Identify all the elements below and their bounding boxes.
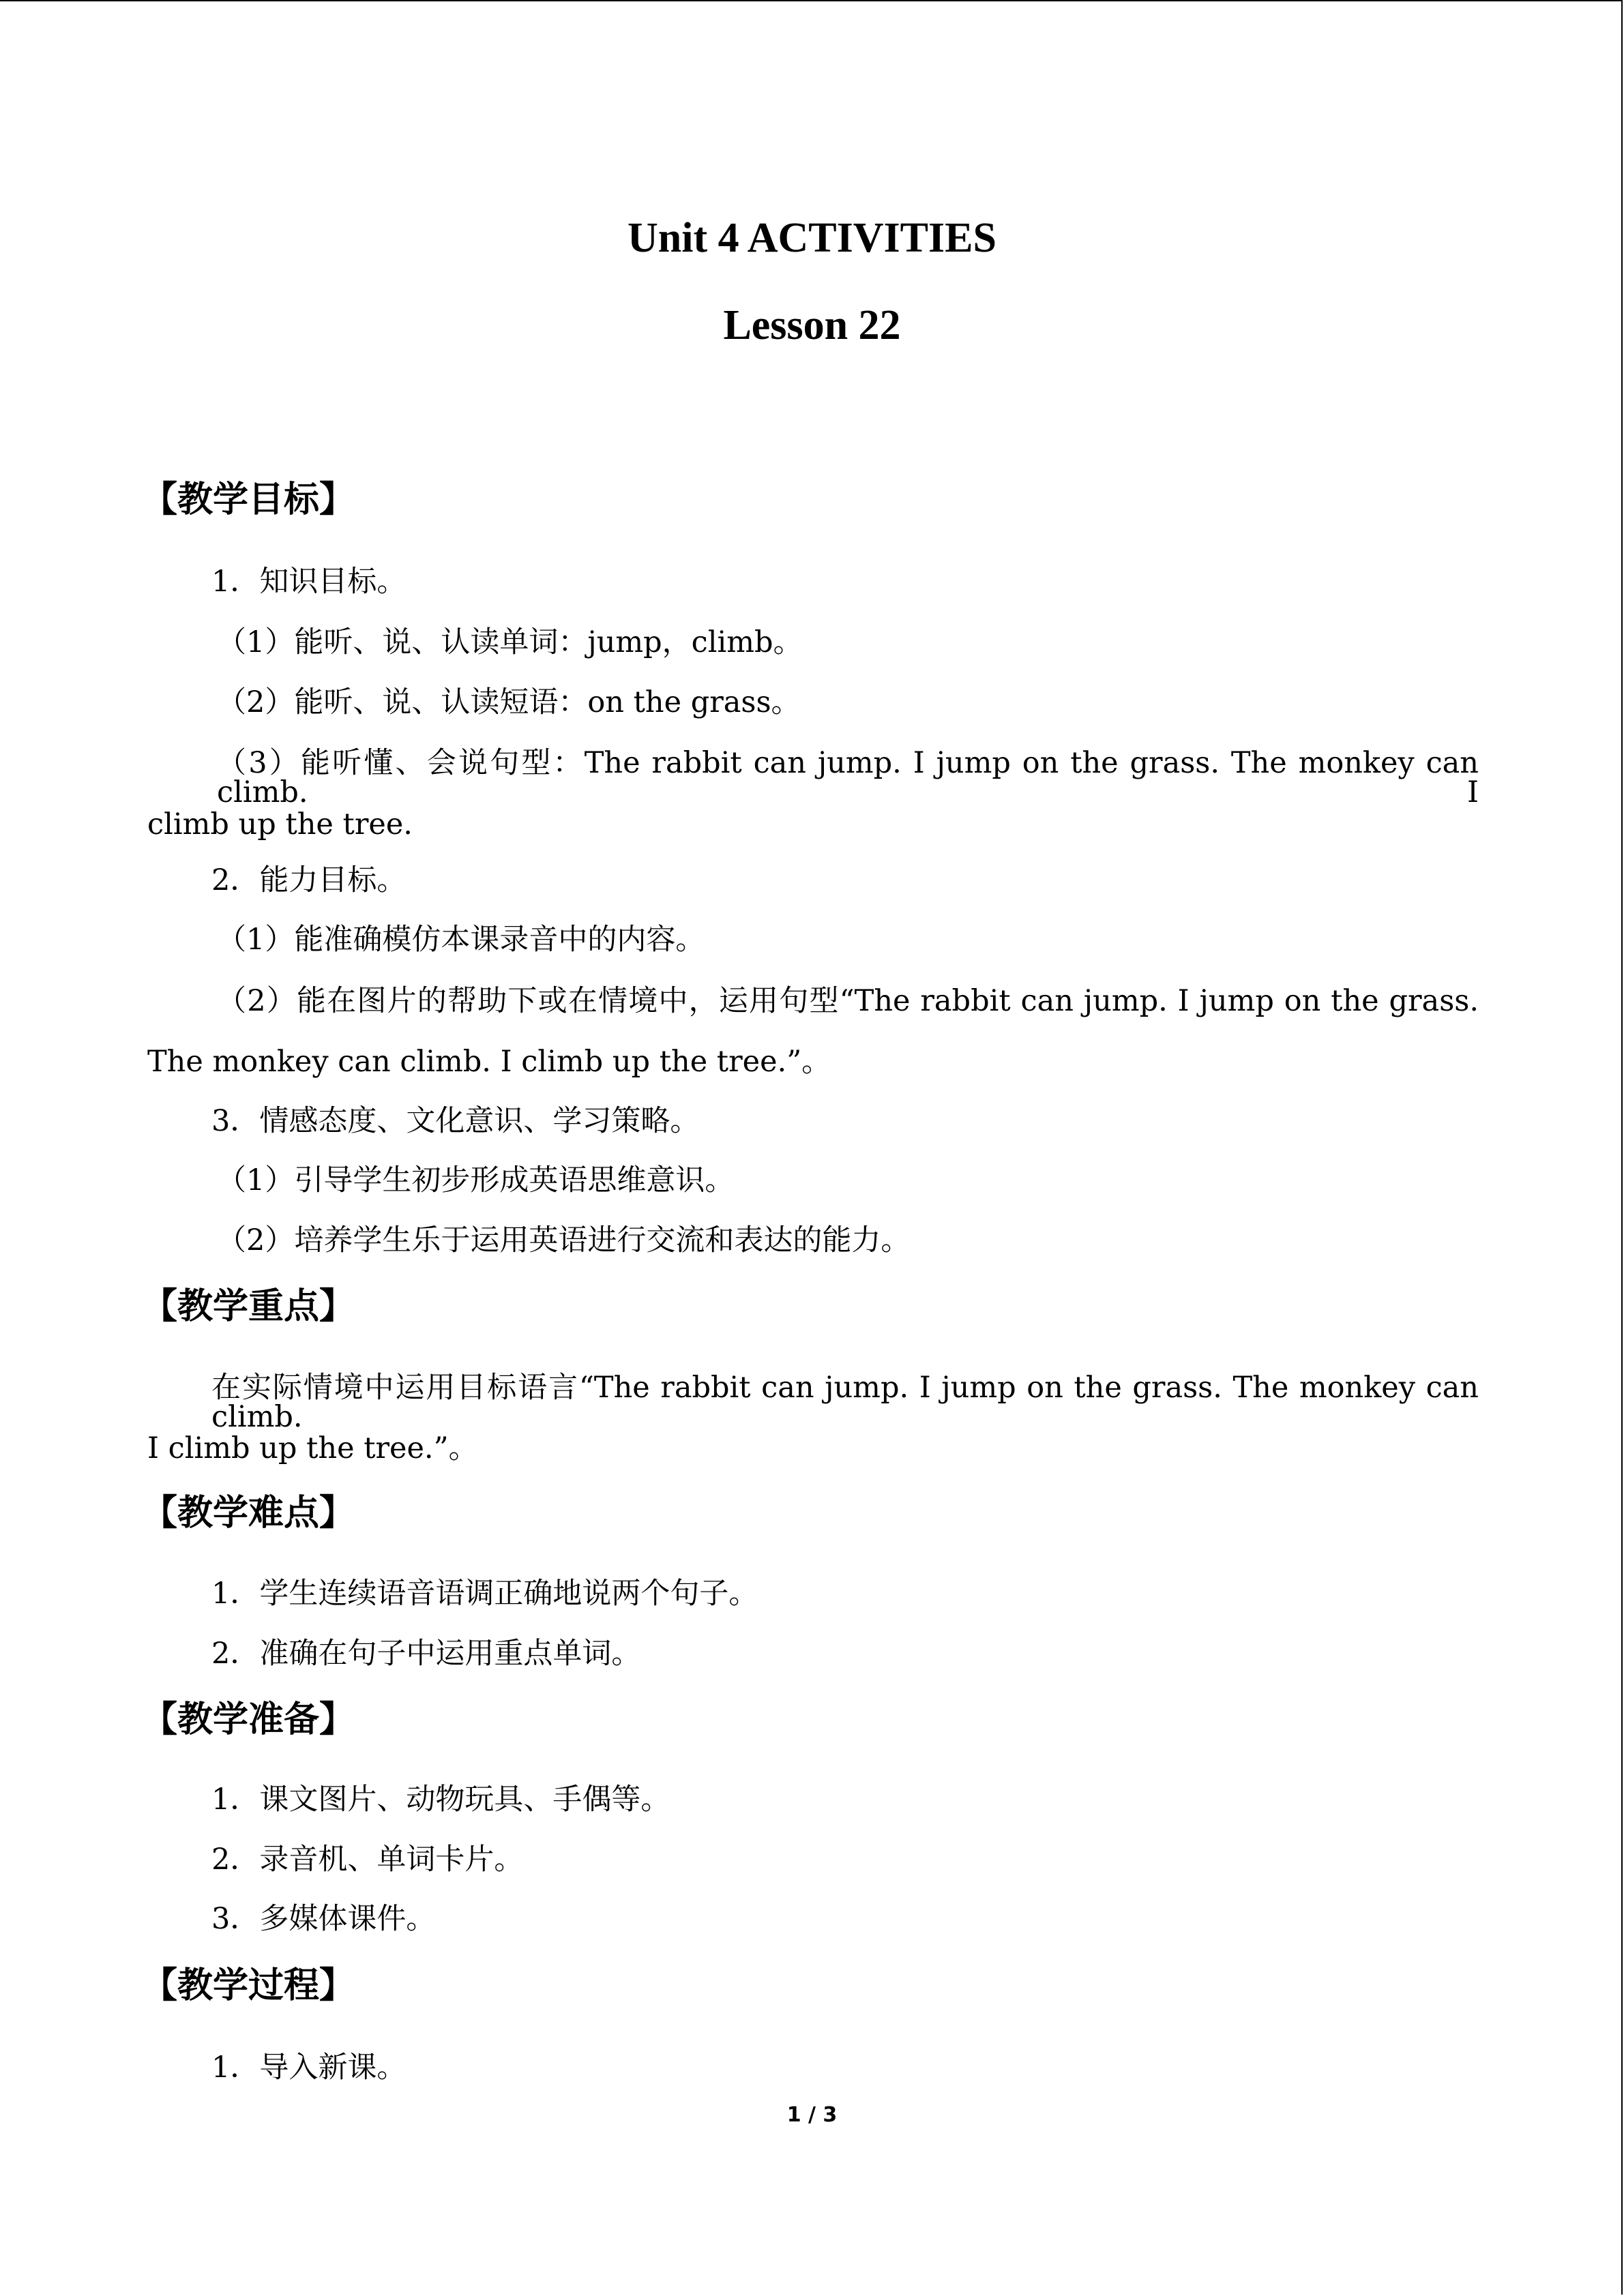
difficulties-heading: 【教学难点】 xyxy=(142,1492,355,1534)
ability-item-2-line-1: （2）能在图片的帮助下或在情境中，运用句型“The rabbit can jump. I jump on the grass. xyxy=(217,984,1479,1018)
preparation-item-1: 1．课文图片、动物玩具、手偶等。 xyxy=(211,1783,670,1817)
knowledge-item-1: （1）能听、说、认读单词：jump，climb。 xyxy=(217,625,803,659)
ability-goal: 2．能力目标。 xyxy=(211,863,407,897)
emotion-item-2: （2）培养学生乐于运用英语进行交流和表达的能力。 xyxy=(217,1223,911,1257)
unit-title: Unit 4 ACTIVITIES xyxy=(628,215,996,261)
preparation-item-2: 2．录音机、单词卡片。 xyxy=(211,1843,524,1877)
difficulty-item-2: 2．准确在句子中运用重点单词。 xyxy=(211,1637,641,1671)
key-points-heading: 【教学重点】 xyxy=(142,1285,355,1327)
objectives-heading: 【教学目标】 xyxy=(142,479,355,520)
process-step-1: 1．导入新课。 xyxy=(211,2051,407,2085)
preparation-heading: 【教学准备】 xyxy=(142,1699,355,1740)
knowledge-item-2: （2）能听、说、认读短语：on the grass。 xyxy=(217,685,801,719)
emotion-item-1: （1）引导学生初步形成英语思维意识。 xyxy=(217,1163,735,1197)
knowledge-goal: 1．知识目标。 xyxy=(211,565,407,599)
key-points-line-1: 在实际情境中运用目标语言“The rabbit can jump. I jump on the grass. The monkey can climb. xyxy=(211,1371,1479,1434)
preparation-item-3: 3．多媒体课件。 xyxy=(211,1902,436,1936)
process-heading: 【教学过程】 xyxy=(142,1965,355,2006)
knowledge-item-3-line-2: climb up the tree. xyxy=(147,807,413,841)
difficulty-item-1: 1．学生连续语音语调正确地说两个句子。 xyxy=(211,1577,758,1611)
ability-item-1: （1）能准确模仿本课录音中的内容。 xyxy=(217,923,705,957)
page-number: 1 / 3 xyxy=(786,2103,838,2127)
key-points-line-2: I climb up the tree.”。 xyxy=(147,1431,478,1465)
ability-item-2-line-2: The monkey can climb. I climb up the tree.”。 xyxy=(147,1045,831,1079)
emotion-goal: 3．情感态度、文化意识、学习策略。 xyxy=(211,1104,700,1138)
lesson-title: Lesson 22 xyxy=(723,302,901,348)
knowledge-item-3-line-1: （3）能听懂、会说句型：The rabbit can jump. I jump on the grass. The monkey can climb. I xyxy=(217,746,1479,809)
